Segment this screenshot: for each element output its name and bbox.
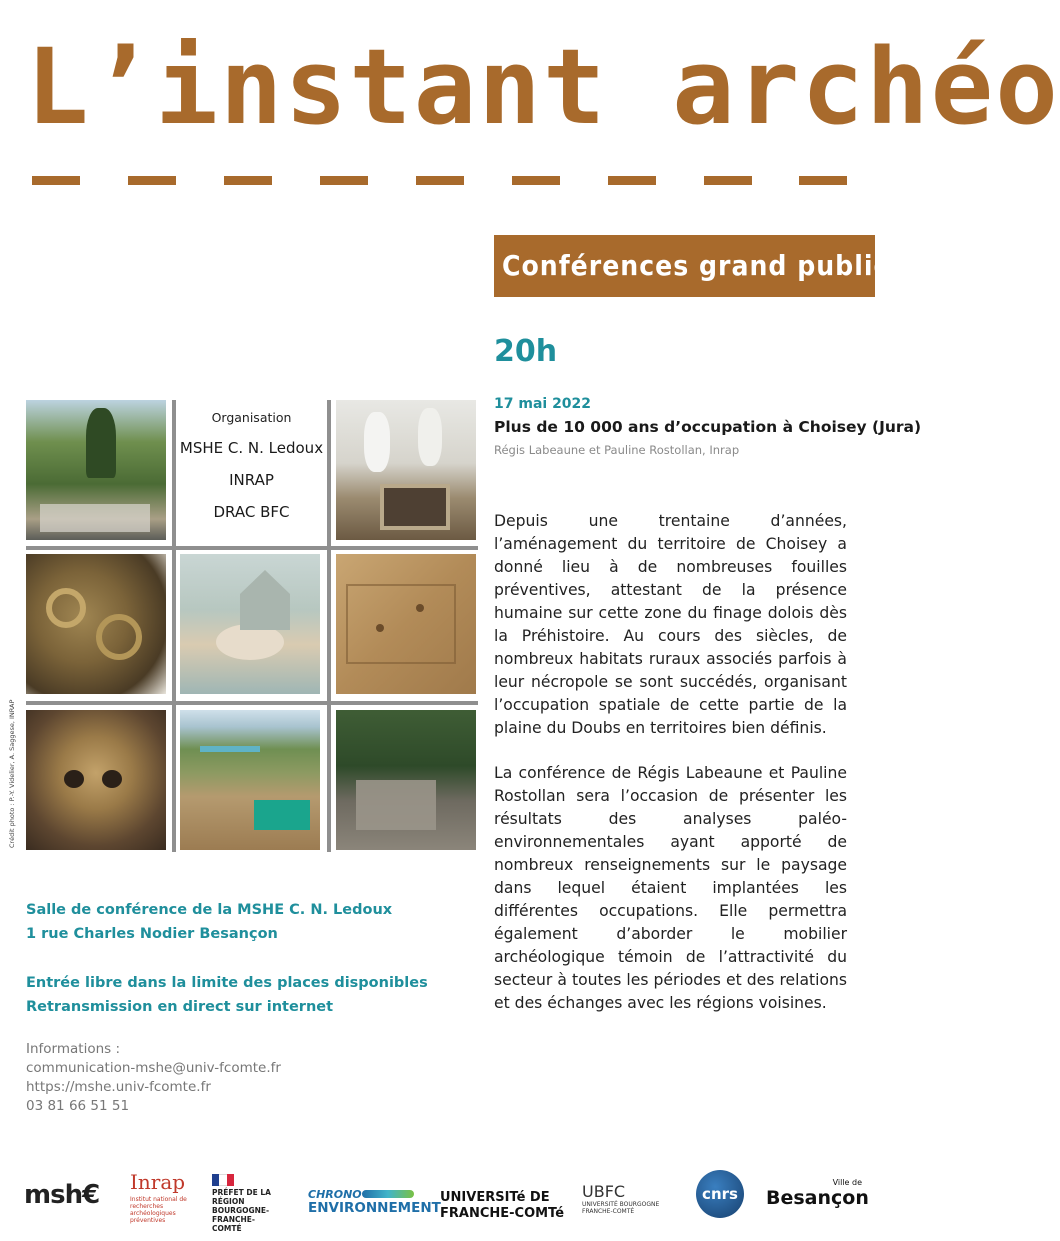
photo-tomb-excavation <box>336 400 476 540</box>
organisation-panel <box>176 400 327 540</box>
photo-grid <box>26 400 478 852</box>
ubfc-logo: UBFC UNIVERSITÉ BOURGOGNE FRANCHE-COMTÉ <box>582 1182 660 1215</box>
entry-line-1: Entrée libre dans la limite des places disponibles <box>26 975 428 991</box>
entry-block <box>26 971 428 1019</box>
organisation-item: DRAC BFC <box>213 503 290 521</box>
organisation-item: INRAP <box>229 471 274 489</box>
contact-info <box>26 1040 281 1116</box>
photo-credit: Crédit photo : P.-Y. Videlier, A. Saggese, INRAP <box>8 699 16 848</box>
poster-title: L’instant archéo <box>26 26 1060 148</box>
photo-landscape-excavation <box>26 400 166 540</box>
title-dashed-rule <box>32 176 847 186</box>
series-banner: Conférences grand public <box>494 235 875 297</box>
wave-icon <box>362 1190 414 1198</box>
contact-phone: 03 81 66 51 51 <box>26 1098 130 1114</box>
inrap-logo: Inrap Institut national de recherches archéologiques préventives <box>130 1170 187 1224</box>
entry-line-2: Retransmission en direct sur internet <box>26 999 334 1015</box>
organisation-item: MSHE C. N. Ledoux <box>179 439 324 457</box>
photo-soil-features <box>336 554 476 694</box>
photo-forest-wall <box>336 710 476 850</box>
event-time: 20h <box>494 334 558 369</box>
french-flag-icon <box>212 1174 234 1186</box>
universite-franche-comte-logo: UNIVERSITé DE FRANCHE-COMTé <box>440 1190 565 1221</box>
partner-logos <box>20 1168 869 1233</box>
photo-aerial-site <box>180 710 320 850</box>
photo-skull <box>26 710 166 850</box>
mshe-logo: msh€ <box>24 1180 100 1210</box>
info-label: Informations : <box>26 1041 121 1057</box>
website-link[interactable]: https://mshe.univ-fcomte.fr <box>26 1079 211 1095</box>
venue-block <box>26 898 392 946</box>
prefet-logo: PRÉFET DE LA RÉGION BOURGOGNE-FRANCHE-COMTÉ <box>212 1174 284 1233</box>
chrono-environnement-logo: CHRONO ENVIRONNEMENT <box>308 1188 441 1216</box>
photo-bronze-ornaments <box>26 554 166 694</box>
description-paragraph-2: La conférence de Régis Labeaune et Pauline Rostollan sera l’occasion de présenter les résultats des analyses paléo-environnementales ayant apporté de nombreux renseignements sur le paysage dans lequel étaient implantées les différentes occupations. Elle permettra également d’aborder le mobilier archéologique témoin de l’attractivité du secteur à toutes les périodes et des relations et des échanges avec les régions voisines. <box>494 764 847 1012</box>
description-paragraph-1: Depuis une trentaine d’années, l’aménagement du territoire de Choisey a donné lieu à de nombreuses fouilles préventives, attestant de la présence humaine sur cette zone du finage dolois dès la Préhistoire. Au cours des siècles, de nombreux habitats ruraux associés parfois à leur nécropole se sont succédés, organisant l’occupation spatiale de cette partie de la plaine du Doubs en territoires bien définis. <box>494 512 847 737</box>
organisation-label: Organisation <box>211 410 292 425</box>
conference-title: Plus de 10 000 ans d’occupation à Choisey (Jura) <box>494 418 922 436</box>
cnrs-logo: cnrs <box>696 1170 744 1218</box>
besancon-logo: Ville de Besançon <box>766 1178 869 1209</box>
photo-illustration-reconstruction <box>180 554 320 694</box>
venue-line-1: Salle de conférence de la MSHE C. N. Ledoux <box>26 902 393 918</box>
venue-line-2: 1 rue Charles Nodier Besançon <box>26 926 278 942</box>
event-date: 17 mai 2022 <box>494 396 592 412</box>
conference-speakers: Régis Labeaune et Pauline Rostollan, Inrap <box>494 443 740 457</box>
contact-email-link[interactable]: communication-mshe@univ-fcomte.fr <box>26 1060 281 1076</box>
